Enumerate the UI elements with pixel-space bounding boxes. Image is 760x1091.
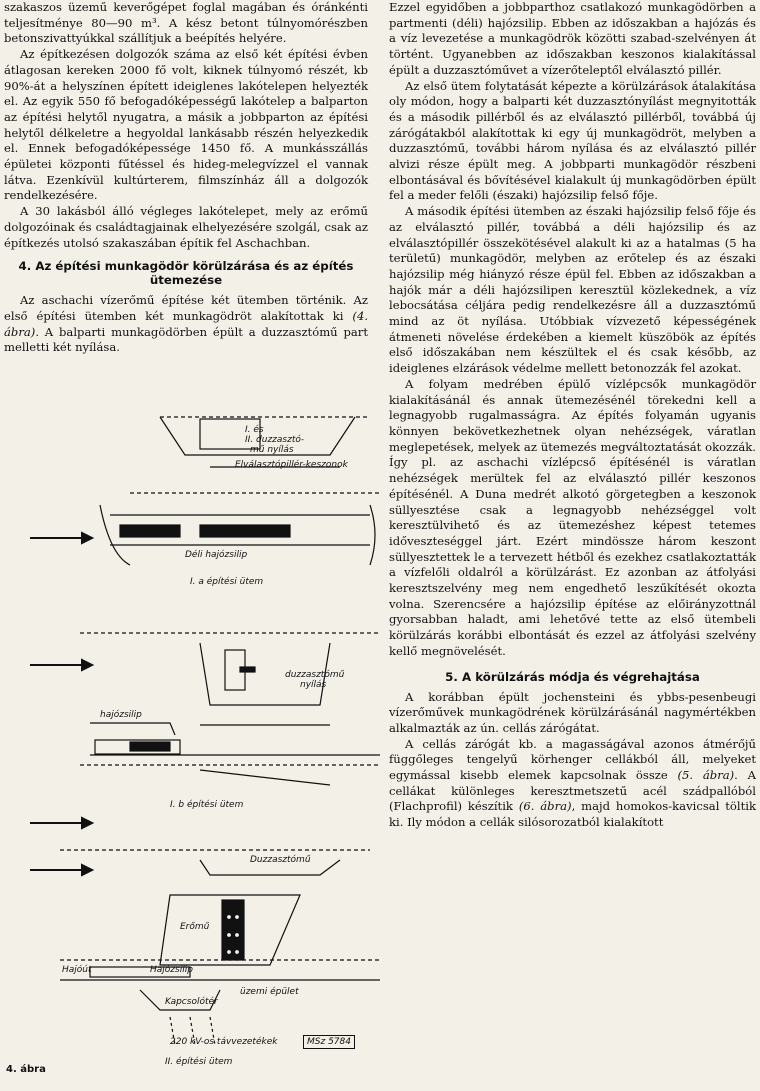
paragraph-text: Az aschachi vízerőmű építése két ütemben történik. Az első építési ütemben két munkagödröt alakítottak ki bbox=[4, 293, 368, 323]
figure-label: I. a építési ütem bbox=[190, 577, 264, 587]
figure-caption: 4. ábra bbox=[6, 1064, 46, 1075]
figure-label: Elválasztópillér-keszonok bbox=[235, 460, 348, 470]
figure-label: Hajóút bbox=[62, 965, 92, 975]
paragraph-text: , majd homokos-kavicsal töltik ki. Ily módon a cellák silósorozatból kialakított bbox=[389, 799, 756, 830]
figure-label: I. és bbox=[245, 425, 264, 435]
flow-arrow-icon bbox=[30, 818, 92, 828]
figure-label: 220 kV-os távvezetékek bbox=[170, 1037, 278, 1047]
figure-label: nyílás bbox=[300, 680, 327, 690]
construction-stages-diagram bbox=[0, 405, 380, 1091]
paragraph: A 30 lakásból álló végleges lakótelepet, mely az erőmű dolgozóinak és családtagjainak elhelyezésére szolgál, csak az építkezés utolsó szakaszában építik fel Aschachban. bbox=[4, 204, 368, 250]
figure-label: mű nyílás bbox=[250, 445, 294, 455]
paragraph: Az első ütem folytatását képezte a körülzárások átalakítása oly módon, hogy a balparti két duzzasztónyílást megnyitották és a második pillérből és az elválasztó pillérből, továbbá új zárógátakból alakítottak ki egy új munkagödröt, melyben a duzzasztómű, további három nyílása és az elválasztó pillér alvizi része épült meg. A jobbparti munkagödör részbeni elbontásával és bővítésével kialakult új munkagödörben épült fel a meder felőli (északi) hajózsilip felső fője. bbox=[389, 78, 756, 203]
figure-label: Duzzasztómű bbox=[250, 855, 311, 865]
paragraph: szakaszos üzemű keverőgépet foglal magában és óránkénti teljesítménye 80—90 m³. A kész betont túlnyomórészben betonszivattyúkkal szállítjuk a beépítés helyére. bbox=[4, 0, 368, 46]
paragraph-text: . A balparti munkagödörben épült a duzzasztómű part melletti két nyílása. bbox=[4, 324, 368, 355]
paragraph bbox=[389, 737, 756, 831]
stage-1b-diagram bbox=[80, 633, 380, 785]
figure-reference: (4. ábra) bbox=[4, 308, 369, 339]
left-column bbox=[4, 0, 368, 356]
figure-4 bbox=[0, 405, 380, 1091]
paragraph: A korábban épült jochensteini és ybbs-pesenbeugi vízerőművek munkagödrének körülzárásánál nagymértékben alkalmazták az ún. cellás zárógátat. bbox=[389, 689, 756, 735]
flow-arrow-icon bbox=[30, 533, 92, 543]
paragraph-text: . A cellákat különleges keresztmetszetű acél szádpallóból (Flachprofil) készítik bbox=[389, 768, 756, 814]
right-column bbox=[389, 0, 756, 831]
flow-arrow-icon bbox=[30, 865, 92, 875]
stage-1a-diagram bbox=[100, 417, 380, 565]
figure-label: Hajózsilip bbox=[150, 965, 193, 975]
figure-reference: (6. ábra) bbox=[518, 799, 572, 814]
paragraph: Az építkezésen dolgozók száma az első két építési évben átlagosan kereken 2000 fő volt, kiknek túlnyomó részét, kb 90%-át a helyszínen épített ideiglenes lakótelepen helyezték el. Az egyik 550 fő befogadóképességű lakótelep a balparton az építési helytől nyugatra, a másik a jobbparton az építési helytől délkeletre a hegyoldal lankásabb részén helyezkedik el. Ennek befogadóképessége 1450 fő. A munkásszállás épületei központi fűtéssel és hideg-melegvízzel el vannak látva. Ezenkívül kultúrterem, filmszínház áll a dolgozók rendelkezésére. bbox=[4, 47, 368, 203]
paragraph: Ezzel egyidőben a jobbparthoz csatlakozó munkagödörben a partmenti (déli) hajózsilip. Ebben az időszakban a hajózás és a víz levezetése a munkagödrök közötti szabad-szelvényen át történt. Ugyanebben az időszakban keszonos kialakítással épült a duzzasztóművet a vízerőteleptől elválasztó pillér. bbox=[389, 0, 756, 77]
figure-label: I. b építési ütem bbox=[170, 800, 244, 810]
paragraph: A folyam medrében épülő vízlépcsők munkagödör kialakításánál és annak ütemezésénél törekedni kell a legnagyobb rugalmasságra. Az építés folyamán ugyanis könnyen bekövetkezhetnek olyan nehézségek, váratlan meglepetések, melyek az ütemezés megváltoztatását okozzák. Így pl. az aschachi vízlépcső építésénél is váratlan nehézségek merültek fel az elválasztó pillér keszonos építésénél. A Duna medrét alkotó görgetegben a keszonok süllyesztése csak a legnagyobb nehézséggel volt keresztülvihető és az ütemezéshez képest tetemes időveszteséggel járt. Ezért mindössze három keszont süllyesztettek le a tervezett hétből és ezekhez csatlakoztatták a vízfelőli oldalról a körülzárást. Ez azonban az átfolyási keresztszelvény meg nem engedhető leszűkítését okozta volna. Szerencsére a hajózsilip építése az előirányzottnál gyorsabban haladt, ami lehetővé tette az első ütembeli körülzárás korábbi elbontását és ezzel az átfolyási szelvény kellő megnövelését. bbox=[389, 376, 756, 658]
figure-label: II. építési ütem bbox=[165, 1057, 233, 1067]
figure-label: Erőmű bbox=[180, 922, 210, 932]
paragraph bbox=[4, 293, 368, 356]
figure-reference: (5. ábra) bbox=[677, 768, 735, 783]
figure-label: Kapcsolótér bbox=[165, 997, 218, 1007]
standard-stamp: MSz 5784 bbox=[303, 1035, 355, 1049]
paragraph-text: A cellás zárógát kb. a magasságával azonos átmérőjű függőleges tengelyű körhenger cellákból áll, melyeket egymással kisebb elemek kapcsolnak össze bbox=[389, 736, 756, 783]
figure-label: hajózsilip bbox=[100, 710, 142, 720]
figure-label: II. duzzasztó- bbox=[245, 435, 305, 445]
paragraph: A második építési ütemben az északi hajózsilip felső fője és az elválasztó pillér, továbbá a déli hajózsilip és az elválasztópillér összekötésével alakult ki az a hatalmas (5 ha területű) munkagödör, melyben az erőtelep és az északi hajózsilip még hiányzó része épül fel. Ebben az időszakban a hajók már a déli hajózsilipen keresztül közlekednek, a víz lebocsátása céljára pedig rendelkezésre áll a duzzasztómű mind az öt nyílása. Utóbbiak vízvezető képességének átmeneti növelése érdekében a kiemelt küszöbök az építés első időszakában nem készültek el és csak később, az ideiglenes elzárások védelme mellett betonozzák fel azokat. bbox=[389, 204, 756, 376]
flow-arrow-icon bbox=[30, 660, 92, 670]
section-heading: 4. Az építési munkagödör körülzárása és az építés ütemezése bbox=[18, 259, 354, 288]
figure-label: Déli hajózsilip bbox=[185, 550, 248, 560]
figure-label: üzemi épület bbox=[240, 987, 299, 997]
figure-label: duzzasztómű bbox=[285, 670, 345, 680]
section-heading: 5. A körülzárás módja és végrehajtása bbox=[445, 669, 700, 684]
stage-2-diagram bbox=[60, 850, 380, 1045]
